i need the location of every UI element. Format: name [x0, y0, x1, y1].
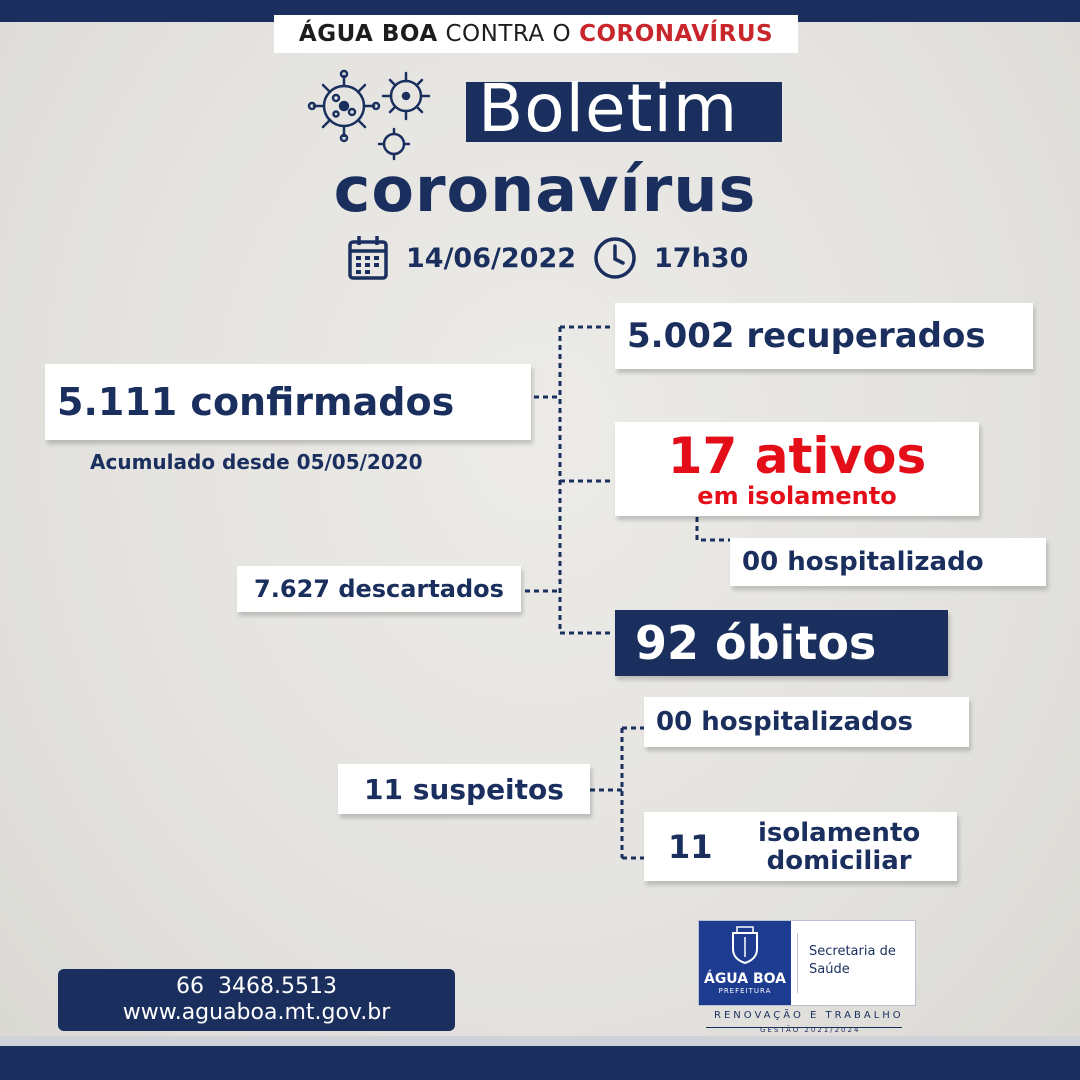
- deaths-card: [615, 610, 948, 676]
- active-hospitalized-card: [730, 538, 1046, 586]
- campaign-city: ÁGUA BOA: [298, 21, 438, 47]
- suspected-count: 11 suspeitos: [364, 772, 564, 806]
- suspected-hospitalized: 00 hospitalizados: [656, 707, 914, 737]
- deaths-count: 92 óbitos: [635, 616, 877, 670]
- contact-website[interactable]: www.aguaboa.mt.gov.br: [122, 1000, 391, 1025]
- discarded-count: 7.627 descartados: [254, 575, 504, 603]
- suspected-card: [338, 764, 590, 814]
- gestao: GESTÃO 2021/2024: [760, 1026, 861, 1034]
- campaign-against: CONTRA O: [445, 21, 572, 47]
- slogan: RENOVAÇÃO E TRABALHO: [714, 1010, 904, 1021]
- bulletin-date: 14/06/2022: [406, 242, 577, 274]
- confirmed-count: 5.111 confirmados: [57, 380, 455, 424]
- logo-department: Secretaria de Saúde: [809, 944, 896, 977]
- discarded-card: [237, 566, 521, 612]
- suspected-isolation-card: [644, 812, 957, 881]
- active-isolation-label: em isolamento: [697, 482, 897, 510]
- contact-box: [58, 969, 455, 1031]
- active-card: [615, 422, 979, 516]
- active-count: 17 ativos: [667, 427, 927, 485]
- suspected-isolation-label: isolamento domiciliar: [758, 817, 921, 876]
- title-coronavirus: coronavírus: [333, 153, 757, 226]
- active-hospitalized: 00 hospitalizado: [742, 547, 984, 577]
- suspected-isolation-count: 11: [668, 827, 713, 866]
- bottom-bar: [0, 1046, 1080, 1080]
- coat-of-arms-icon: [699, 921, 791, 969]
- confirmed-note: Acumulado desde 05/05/2020: [90, 450, 423, 474]
- logo-emblem-panel: [699, 921, 791, 1005]
- campaign-coronavirus: CORONAVÍRUS: [579, 21, 774, 47]
- prefeitura-logo: [698, 920, 916, 1006]
- logo-city-name: ÁGUA BOA: [703, 971, 786, 987]
- logo-divider: [797, 933, 798, 993]
- bulletin-time: 17h30: [654, 242, 749, 274]
- title-boletim: Boletim: [478, 70, 739, 147]
- bottom-strip: [0, 1036, 1080, 1046]
- logo-prefeitura: PREFEITURA: [718, 987, 772, 995]
- confirmed-card: [45, 364, 531, 440]
- suspected-hospitalized-card: [644, 697, 969, 747]
- recovered-card: [615, 303, 1033, 369]
- recovered-count: 5.002 recuperados: [627, 316, 986, 356]
- contact-phone: 66 3468.5513: [176, 974, 337, 999]
